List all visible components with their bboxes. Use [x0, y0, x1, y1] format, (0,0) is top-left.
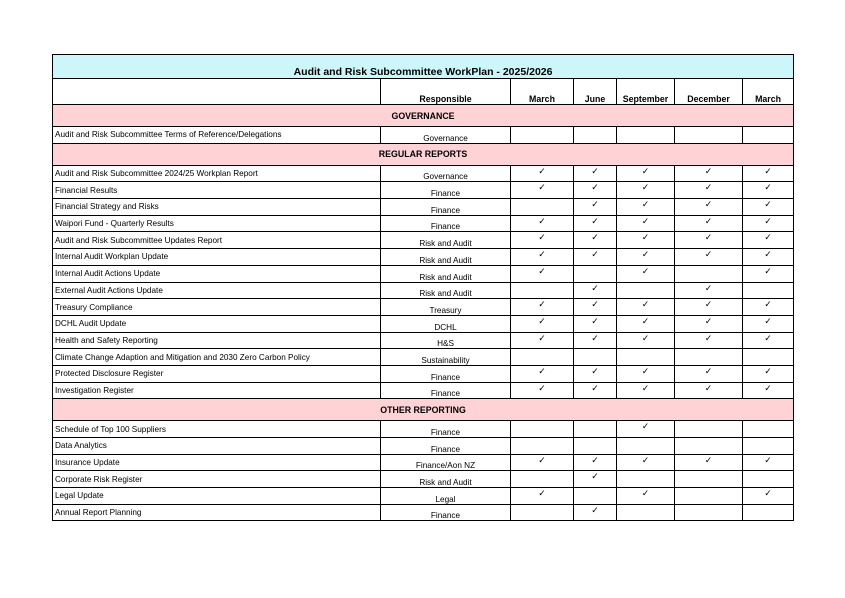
period-cell: [617, 182, 675, 199]
period-cell: [743, 232, 794, 249]
responsible-cell: Finance: [381, 182, 511, 199]
checkmark-icon: ✓: [641, 215, 650, 226]
period-cell: [617, 265, 675, 282]
responsible-cell: Governance: [381, 165, 511, 182]
period-cell: [617, 232, 675, 249]
period-cell: [511, 349, 574, 366]
period-cell: [743, 265, 794, 282]
responsible-cell: Risk and Audit: [381, 471, 511, 488]
period-cell: [574, 127, 617, 144]
period-cell: [743, 471, 794, 488]
period-cell: [511, 504, 574, 521]
checkmark-icon: ✓: [538, 232, 546, 243]
checkmark-icon: ✓: [641, 488, 650, 499]
checkmark-icon: ✓: [538, 315, 546, 326]
period-cell: [617, 488, 675, 505]
period-cell: [511, 488, 574, 505]
responsible-cell: Sustainability: [381, 349, 511, 366]
period-cell: [743, 215, 794, 232]
responsible-cell: DCHL: [381, 315, 511, 332]
period-cell: [511, 199, 574, 216]
period-cell: [511, 454, 574, 471]
task-cell: Waipori Fund - Quarterly Results: [53, 215, 381, 232]
period-cell: [675, 454, 743, 471]
task-cell: Financial Strategy and Risks: [53, 199, 381, 216]
responsible-cell: H&S: [381, 332, 511, 349]
period-cell: [743, 299, 794, 316]
period-cell: [574, 199, 617, 216]
section-row: [53, 399, 794, 421]
checkmark-icon: ✓: [641, 332, 650, 343]
workplan-table: [52, 54, 794, 521]
period-cell: [574, 249, 617, 266]
period-cell: [743, 504, 794, 521]
period-cell: [675, 349, 743, 366]
period-cell: [743, 438, 794, 455]
checkmark-icon: ✓: [641, 421, 650, 432]
table-body: [53, 55, 794, 521]
period-cell: [511, 382, 574, 399]
table-row: [53, 349, 794, 366]
header-period-2: June: [574, 79, 617, 105]
task-cell: Insurance Update: [53, 454, 381, 471]
checkmark-icon: ✓: [764, 299, 772, 310]
period-cell: [675, 471, 743, 488]
table-row: [53, 454, 794, 471]
period-cell: [617, 332, 675, 349]
header-period-5: March: [743, 79, 794, 105]
checkmark-icon: ✓: [764, 249, 772, 260]
period-cell: [617, 165, 675, 182]
checkmark-icon: ✓: [591, 454, 599, 465]
period-cell: [617, 382, 675, 399]
table-row: [53, 365, 794, 382]
table-row: [53, 127, 794, 144]
responsible-cell: Risk and Audit: [381, 232, 511, 249]
table-row: [53, 215, 794, 232]
table-row: [53, 438, 794, 455]
header-responsible: Responsible: [381, 79, 511, 105]
responsible-cell: Legal: [381, 488, 511, 505]
period-cell: [511, 365, 574, 382]
period-cell: [743, 382, 794, 399]
period-cell: [574, 488, 617, 505]
task-cell: Internal Audit Workplan Update: [53, 249, 381, 266]
header-task-cell: [53, 79, 381, 105]
checkmark-icon: ✓: [704, 215, 713, 226]
period-cell: [675, 265, 743, 282]
responsible-cell: Finance: [381, 365, 511, 382]
task-cell: Treasury Compliance: [53, 299, 381, 316]
table-row: [53, 199, 794, 216]
checkmark-icon: ✓: [591, 282, 599, 293]
period-cell: [675, 299, 743, 316]
checkmark-icon: ✓: [538, 249, 546, 260]
checkmark-icon: ✓: [764, 232, 772, 243]
header-period-3: September: [617, 79, 675, 105]
checkmark-icon: ✓: [641, 199, 650, 210]
checkmark-icon: ✓: [704, 232, 713, 243]
period-cell: [675, 232, 743, 249]
checkmark-icon: ✓: [538, 182, 546, 193]
task-cell: Internal Audit Actions Update: [53, 265, 381, 282]
responsible-cell: Treasury: [381, 299, 511, 316]
period-cell: [511, 249, 574, 266]
checkmark-icon: ✓: [591, 182, 599, 193]
period-cell: [574, 421, 617, 438]
checkmark-icon: ✓: [538, 165, 546, 176]
period-cell: [743, 332, 794, 349]
responsible-cell: Finance/Aon NZ: [381, 454, 511, 471]
header-row: [53, 79, 794, 105]
period-cell: [574, 182, 617, 199]
checkmark-icon: ✓: [641, 365, 650, 376]
section-heading: GOVERNANCE: [53, 105, 794, 127]
period-cell: [511, 265, 574, 282]
period-cell: [617, 199, 675, 216]
period-cell: [574, 382, 617, 399]
period-cell: [617, 249, 675, 266]
responsible-cell: Finance: [381, 504, 511, 521]
checkmark-icon: ✓: [538, 265, 546, 276]
period-cell: [743, 454, 794, 471]
period-cell: [617, 315, 675, 332]
period-cell: [675, 215, 743, 232]
responsible-cell: Finance: [381, 438, 511, 455]
period-cell: [743, 421, 794, 438]
checkmark-icon: ✓: [704, 382, 713, 393]
table-row: [53, 421, 794, 438]
period-cell: [574, 282, 617, 299]
checkmark-icon: ✓: [764, 365, 772, 376]
section-row: [53, 105, 794, 127]
checkmark-icon: ✓: [704, 199, 713, 210]
period-cell: [574, 215, 617, 232]
title-row: [53, 55, 794, 79]
checkmark-icon: ✓: [591, 165, 599, 176]
checkmark-icon: ✓: [641, 232, 650, 243]
period-cell: [511, 182, 574, 199]
table-row: [53, 182, 794, 199]
period-cell: [675, 504, 743, 521]
table-row: [53, 382, 794, 399]
period-cell: [743, 199, 794, 216]
period-cell: [511, 165, 574, 182]
checkmark-icon: ✓: [704, 332, 713, 343]
period-cell: [743, 349, 794, 366]
checkmark-icon: ✓: [641, 165, 650, 176]
table-row: [53, 249, 794, 266]
checkmark-icon: ✓: [591, 215, 599, 226]
period-cell: [617, 504, 675, 521]
checkmark-icon: ✓: [704, 299, 713, 310]
checkmark-icon: ✓: [704, 365, 713, 376]
task-cell: Financial Results: [53, 182, 381, 199]
checkmark-icon: ✓: [641, 454, 650, 465]
period-cell: [574, 165, 617, 182]
checkmark-icon: ✓: [764, 332, 772, 343]
section-heading: REGULAR REPORTS: [53, 143, 794, 165]
task-cell: Audit and Risk Subcommittee 2024/25 Workplan Report: [53, 165, 381, 182]
task-cell: Health and Safety Reporting: [53, 332, 381, 349]
checkmark-icon: ✓: [591, 365, 599, 376]
period-cell: [574, 349, 617, 366]
checkmark-icon: ✓: [641, 182, 650, 193]
responsible-cell: Risk and Audit: [381, 265, 511, 282]
period-cell: [675, 182, 743, 199]
table-row: [53, 299, 794, 316]
checkmark-icon: ✓: [704, 454, 713, 465]
table-row: [53, 504, 794, 521]
checkmark-icon: ✓: [538, 488, 546, 499]
period-cell: [675, 488, 743, 505]
period-cell: [675, 127, 743, 144]
checkmark-icon: ✓: [591, 315, 599, 326]
period-cell: [511, 332, 574, 349]
period-cell: [511, 299, 574, 316]
period-cell: [617, 471, 675, 488]
period-cell: [675, 315, 743, 332]
period-cell: [743, 282, 794, 299]
checkmark-icon: ✓: [641, 315, 650, 326]
period-cell: [511, 127, 574, 144]
task-cell: DCHL Audit Update: [53, 315, 381, 332]
period-cell: [574, 454, 617, 471]
checkmark-icon: ✓: [591, 332, 599, 343]
period-cell: [574, 438, 617, 455]
task-cell: Climate Change Adaption and Mitigation and 2030 Zero Carbon Policy: [53, 349, 381, 366]
checkmark-icon: ✓: [704, 182, 713, 193]
period-cell: [617, 421, 675, 438]
period-cell: [743, 488, 794, 505]
task-cell: Legal Update: [53, 488, 381, 505]
section-row: [53, 143, 794, 165]
checkmark-icon: ✓: [591, 471, 599, 482]
responsible-cell: Finance: [381, 199, 511, 216]
table-row: [53, 471, 794, 488]
period-cell: [617, 349, 675, 366]
period-cell: [675, 249, 743, 266]
period-cell: [574, 365, 617, 382]
period-cell: [511, 421, 574, 438]
responsible-cell: Finance: [381, 215, 511, 232]
period-cell: [511, 315, 574, 332]
checkmark-icon: ✓: [538, 365, 546, 376]
period-cell: [617, 127, 675, 144]
checkmark-icon: ✓: [641, 265, 650, 276]
checkmark-icon: ✓: [704, 282, 713, 293]
task-cell: Corporate Risk Register: [53, 471, 381, 488]
period-cell: [675, 199, 743, 216]
period-cell: [675, 365, 743, 382]
task-cell: Annual Report Planning: [53, 504, 381, 521]
period-cell: [675, 282, 743, 299]
period-cell: [511, 471, 574, 488]
checkmark-icon: ✓: [764, 315, 772, 326]
table-row: [53, 488, 794, 505]
period-cell: [675, 438, 743, 455]
period-cell: [617, 282, 675, 299]
period-cell: [675, 165, 743, 182]
table-row: [53, 232, 794, 249]
period-cell: [617, 365, 675, 382]
period-cell: [617, 438, 675, 455]
period-cell: [675, 421, 743, 438]
period-cell: [574, 265, 617, 282]
period-cell: [574, 299, 617, 316]
checkmark-icon: ✓: [591, 504, 599, 515]
checkmark-icon: ✓: [764, 488, 772, 499]
period-cell: [617, 299, 675, 316]
checkmark-icon: ✓: [591, 232, 599, 243]
task-cell: Audit and Risk Subcommittee Terms of Reference/Delegations: [53, 127, 381, 144]
table-title: Audit and Risk Subcommittee WorkPlan - 2025/2026: [53, 55, 794, 79]
checkmark-icon: ✓: [764, 199, 772, 210]
checkmark-icon: ✓: [538, 382, 546, 393]
header-period-1: March: [511, 79, 574, 105]
table-row: [53, 282, 794, 299]
period-cell: [617, 215, 675, 232]
task-cell: Data Analytics: [53, 438, 381, 455]
period-cell: [574, 332, 617, 349]
table-row: [53, 315, 794, 332]
section-heading: OTHER REPORTING: [53, 399, 794, 421]
task-cell: Protected Disclosure Register: [53, 365, 381, 382]
checkmark-icon: ✓: [538, 215, 546, 226]
period-cell: [617, 454, 675, 471]
period-cell: [743, 249, 794, 266]
task-cell: External Audit Actions Update: [53, 282, 381, 299]
period-cell: [675, 332, 743, 349]
checkmark-icon: ✓: [591, 249, 599, 260]
table-row: [53, 332, 794, 349]
period-cell: [574, 471, 617, 488]
table-row: [53, 165, 794, 182]
responsible-cell: Finance: [381, 421, 511, 438]
responsible-cell: Governance: [381, 127, 511, 144]
checkmark-icon: ✓: [641, 299, 650, 310]
period-cell: [511, 232, 574, 249]
checkmark-icon: ✓: [764, 454, 772, 465]
checkmark-icon: ✓: [764, 165, 772, 176]
checkmark-icon: ✓: [641, 249, 650, 260]
checkmark-icon: ✓: [538, 299, 546, 310]
responsible-cell: Risk and Audit: [381, 282, 511, 299]
period-cell: [743, 365, 794, 382]
checkmark-icon: ✓: [764, 215, 772, 226]
period-cell: [574, 504, 617, 521]
checkmark-icon: ✓: [704, 165, 713, 176]
checkmark-icon: ✓: [764, 182, 772, 193]
checkmark-icon: ✓: [538, 454, 546, 465]
checkmark-icon: ✓: [704, 249, 713, 260]
period-cell: [675, 382, 743, 399]
period-cell: [743, 315, 794, 332]
checkmark-icon: ✓: [764, 265, 772, 276]
checkmark-icon: ✓: [591, 199, 599, 210]
task-cell: Investigation Register: [53, 382, 381, 399]
period-cell: [743, 165, 794, 182]
header-period-4: December: [675, 79, 743, 105]
table-row: [53, 265, 794, 282]
period-cell: [743, 182, 794, 199]
task-cell: Schedule of Top 100 Suppliers: [53, 421, 381, 438]
checkmark-icon: ✓: [591, 382, 599, 393]
checkmark-icon: ✓: [641, 382, 650, 393]
task-cell: Audit and Risk Subcommittee Updates Report: [53, 232, 381, 249]
checkmark-icon: ✓: [591, 299, 599, 310]
period-cell: [574, 232, 617, 249]
period-cell: [511, 282, 574, 299]
period-cell: [511, 215, 574, 232]
period-cell: [511, 438, 574, 455]
checkmark-icon: ✓: [704, 315, 713, 326]
responsible-cell: Finance: [381, 382, 511, 399]
responsible-cell: Risk and Audit: [381, 249, 511, 266]
checkmark-icon: ✓: [764, 382, 772, 393]
checkmark-icon: ✓: [538, 332, 546, 343]
period-cell: [574, 315, 617, 332]
period-cell: [743, 127, 794, 144]
